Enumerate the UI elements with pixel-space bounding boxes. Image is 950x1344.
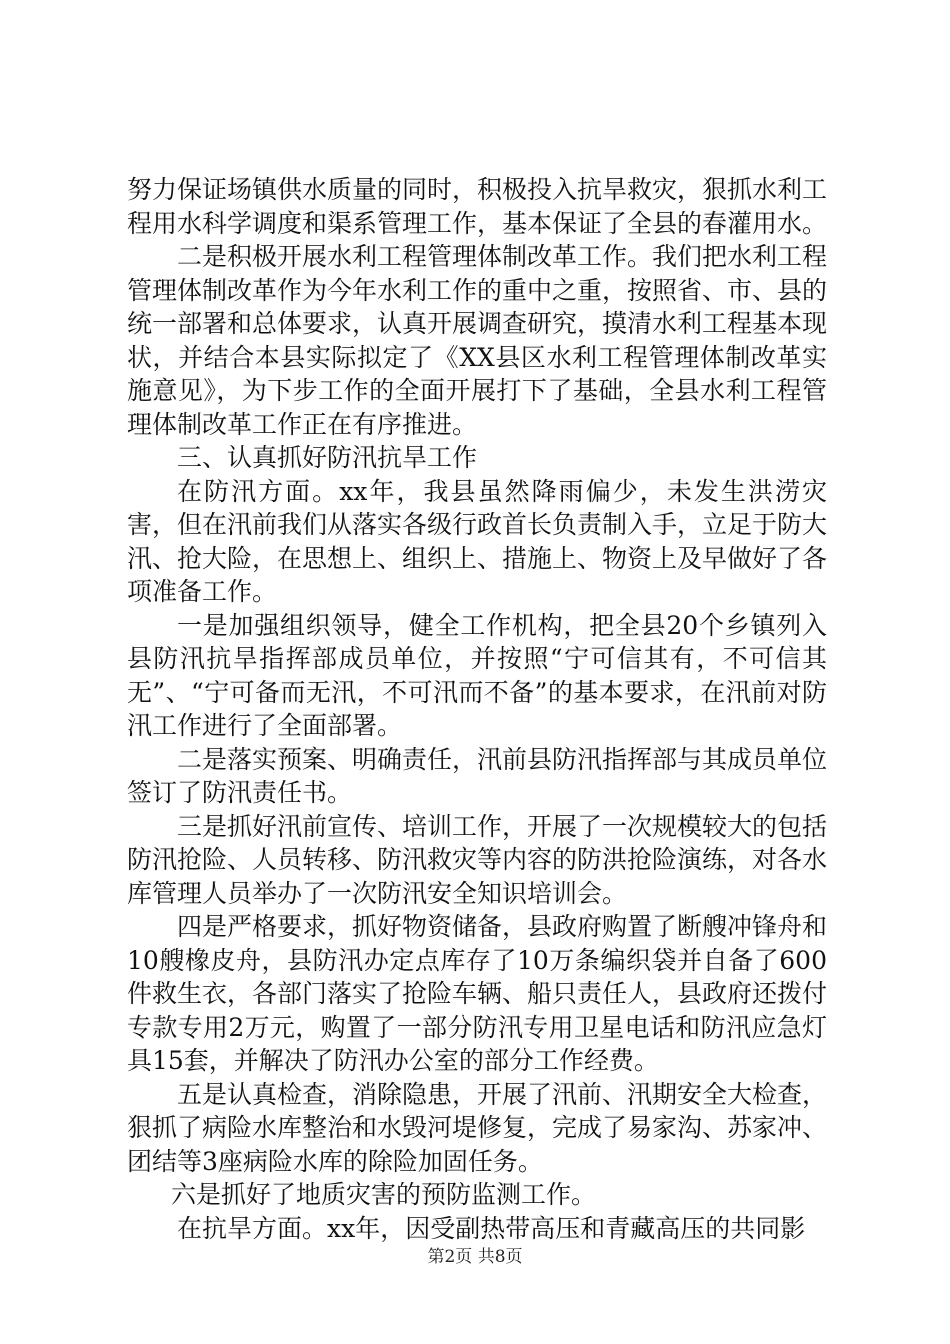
page-number: 第2页 bbox=[427, 1247, 473, 1267]
paragraph: 二是积极开展水利工程管理体制改革工作。我们把水利工程管理体制改革作为今年水利工作的重中之重，按照省、市、县的统一部署和总体要求，认真开展调查研究，摸清水利工程基本现状，并结合本县实际拟定了《XX县区水利工程管理体制改革实施意见》，为下步工作的全面开展打下了基础，全县水利工程管理体制改革工作正在有序推进。 bbox=[127, 242, 828, 439]
paragraph: 六是抓好了地质灾害的预防监测工作。 bbox=[171, 1180, 597, 1209]
page-footer bbox=[0, 1246, 950, 1268]
paragraph: 在抗旱方面。xx年，因受副热带高压和青藏高压的共同影 bbox=[177, 1213, 806, 1243]
paragraph: 一是加强组织领导，健全工作机构，把全县20个乡镇列入县防汛抗旱指挥部成员单位，并按照“宁可信其有，不可信其无”、“宁可备而无汛，不可汛而不备”的基本要求，在汛前对防汛工作进行了全面部署。 bbox=[127, 610, 827, 740]
page-total: 共8页 bbox=[477, 1247, 523, 1267]
paragraph: 三是抓好汛前宣传、培训工作，开展了一次规模较大的包括防汛抢险、人员转移、防汛救灾等内容的防洪抢险演练，对各水库管理人员举办了一次防汛安全知识培训会。 bbox=[127, 811, 828, 908]
document-body bbox=[127, 173, 827, 1245]
paragraph-continuation: 努力保证场镇供水质量的同时，积极投入抗旱救灾，狠抓水利工程用水科学调度和渠系管理工作，基本保证了全县的春灌用水。 bbox=[127, 175, 828, 238]
paragraph: 在防汛方面。xx年，我县虽然降雨偏少，未发生洪涝灾害，但在汛前我们从落实各级行政首长负责制入手，立足于防大汛、抢大险，在思想上、组织上、措施上、物资上及早做好了各项准备工作。 bbox=[127, 476, 828, 606]
paragraph: 二是落实预案、明确责任，汛前县防汛指挥部与其成员单位签订了防汛责任书。 bbox=[127, 744, 828, 807]
paragraph: 五是认真检查，消除隐患，开展了汛前、汛期安全大检查，狠抓了病险水库整治和水毁河堤修复，完成了易家沟、苏家冲、团结等3座病险水库的除险加固任务。 bbox=[127, 1079, 828, 1176]
section-heading: 三、认真抓好防汛抗旱工作 bbox=[177, 443, 478, 472]
paragraph: 四是严格要求，抓好物资储备，县政府购置了断艘冲锋舟和10艘橡皮舟，县防汛办定点库存了10万条编织袋并自备了600件救生衣，各部门落实了抢险车辆、船只责任人，县政府还拨付专款专用2万元，购置了一部分防汛专用卫星电话和防汛应急灯具15套，并解决了防汛办公室的部分工作经费。 bbox=[127, 912, 828, 1075]
